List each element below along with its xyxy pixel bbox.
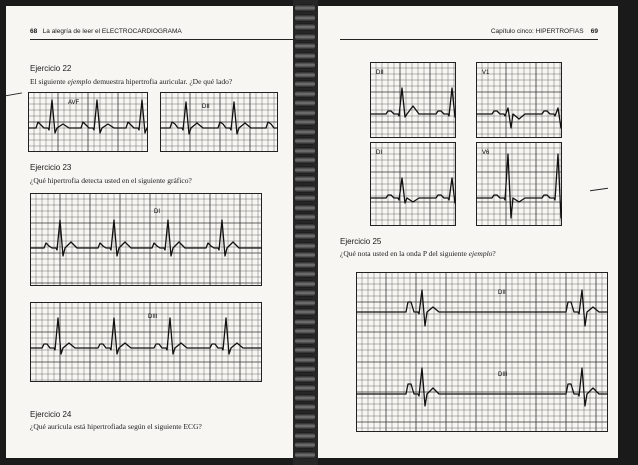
ecg-trace — [30, 220, 262, 256]
binding-ring — [295, 175, 315, 183]
binding-ring — [295, 242, 315, 250]
binding-ring — [295, 61, 315, 69]
ecg-grid — [30, 302, 262, 382]
binding-ring — [295, 232, 315, 240]
binding-ring — [295, 185, 315, 193]
ecg-panel-v1 — [476, 62, 562, 138]
left-page — [6, 6, 293, 458]
right-running-title: Capítulo cinco: HIPERTROFIAS — [490, 28, 584, 35]
ecg-strip-ex22-dii — [160, 92, 278, 152]
lead-label-dii-panel: DII — [376, 70, 384, 76]
ecg-grid — [30, 193, 262, 286]
lead-label-di: DI — [154, 209, 160, 215]
binding-ring — [295, 432, 315, 440]
binding-ring — [295, 308, 315, 316]
lead-label-di-panel: DI — [376, 150, 382, 156]
binding-ring — [295, 280, 315, 288]
lead-label-diii: DIII — [148, 314, 158, 320]
binding-ring — [295, 118, 315, 126]
exercise-24-title: Ejercicio 24 — [30, 410, 72, 419]
exercise-24-question: ¿Qué aurícula está hipertrofiada según el siguiente ECG? — [30, 422, 202, 431]
header-rule — [30, 39, 293, 40]
binding-ring — [295, 318, 315, 326]
binding-ring — [295, 80, 315, 88]
left-page-number: 68 — [30, 28, 38, 35]
binding-ring — [295, 403, 315, 411]
binding-ring — [295, 23, 315, 31]
pen-mark — [4, 92, 22, 96]
binding-ring — [295, 261, 315, 269]
right-page-number: 69 — [590, 28, 598, 35]
pen-mark-right — [590, 188, 608, 191]
binding-ring — [295, 394, 315, 402]
left-page-header — [30, 28, 182, 35]
lead-label-v6: V6 — [482, 150, 490, 156]
binding-ring — [295, 251, 315, 259]
ecg-trace — [370, 178, 456, 203]
ecg-strip-ex25 — [356, 272, 608, 432]
binding-ring — [295, 451, 315, 459]
exercise-25-title: Ejercicio 25 — [340, 237, 382, 246]
binding-ring — [295, 327, 315, 335]
exercise-23-question: ¿Qué hipertrofia detecta usted en el siguiente gráfico? — [30, 176, 192, 185]
exercise-22-question: El siguiente ejemplo demuestra hipertrofia auricular. ¿De qué lado? — [30, 77, 233, 86]
ecg-trace — [476, 154, 562, 218]
binding-ring — [295, 384, 315, 392]
binding-ring — [295, 337, 315, 345]
binding-ring — [295, 194, 315, 202]
lead-label-dii: DII — [202, 104, 210, 110]
exercise-25-question: ¿Qué nota usted en la onda P del siguiente ejemplo? — [340, 249, 496, 258]
binding-ring — [295, 71, 315, 79]
binding-ring — [295, 213, 315, 221]
binding-ring — [295, 441, 315, 449]
binding-ring — [295, 289, 315, 297]
binding-ring — [295, 270, 315, 278]
ecg-trace — [476, 108, 562, 128]
binding-ring — [295, 346, 315, 354]
exercise-22-title: Ejercicio 22 — [30, 64, 72, 73]
binding-ring — [295, 413, 315, 421]
ecg-panel-di — [370, 142, 456, 226]
binding-ring — [295, 33, 315, 41]
binding-ring — [295, 356, 315, 364]
binding-ring — [295, 422, 315, 430]
ecg-panel-dii — [370, 62, 456, 138]
lead-label-diii-ex25: DIII — [498, 372, 508, 378]
ecg-strip-ex22-avf — [28, 92, 148, 152]
binding-ring — [295, 156, 315, 164]
ecg-strip-ex23-diii — [30, 302, 262, 382]
ecg-grid — [28, 92, 148, 152]
lead-label-avf: AVF — [68, 100, 80, 106]
binding-ring — [295, 109, 315, 117]
ecg-grid — [356, 272, 608, 432]
ecg-grid — [160, 92, 278, 152]
binding-ring — [295, 147, 315, 155]
ecg-strip-ex23-di — [30, 193, 262, 286]
binding-ring — [295, 166, 315, 174]
binding-ring — [295, 52, 315, 60]
right-page — [318, 6, 618, 458]
binding-ring — [295, 14, 315, 22]
right-page-header — [491, 28, 598, 35]
exercise-23-title: Ejercicio 23 — [30, 163, 72, 172]
binding-ring — [295, 137, 315, 145]
binding-ring — [295, 4, 315, 12]
left-running-title: La alegría de leer el ELECTROCARDIOGRAMA — [42, 28, 182, 35]
binding-ring — [295, 90, 315, 98]
binding-ring — [295, 365, 315, 373]
binding-ring — [295, 42, 315, 50]
ecg-trace — [30, 318, 262, 354]
binding-ring — [295, 223, 315, 231]
header-rule-right — [340, 39, 598, 40]
ecg-trace — [160, 102, 278, 134]
lead-label-dii-ex25: DII — [498, 290, 506, 296]
ecg-grid — [370, 142, 456, 226]
binding-ring — [295, 99, 315, 107]
binding-ring — [295, 204, 315, 212]
spiral-binding — [293, 0, 318, 465]
binding-ring — [295, 375, 315, 383]
lead-label-v1: V1 — [482, 70, 490, 76]
ecg-panel-v6 — [476, 142, 562, 226]
binding-ring — [295, 128, 315, 136]
binding-ring — [295, 299, 315, 307]
